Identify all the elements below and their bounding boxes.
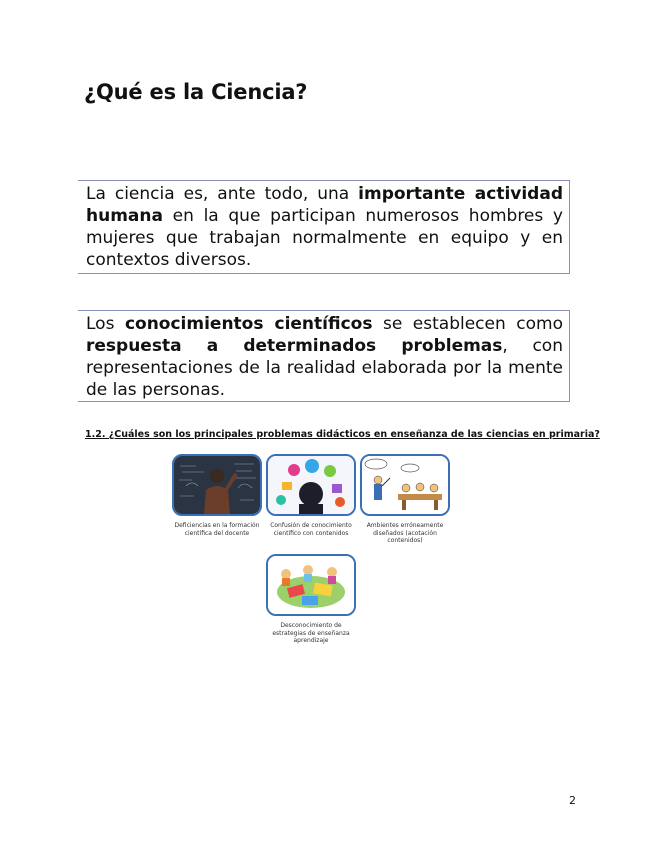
knowledge-bold-2: respuesta a determinados problemas (86, 336, 503, 356)
definition-box (78, 180, 570, 274)
knowledge-box (78, 310, 570, 402)
knowledge-text-3: , con representaciones de la realidad elaborada por la mente de las personas. (86, 336, 563, 400)
page-title: ¿Qué es la Ciencia? (84, 80, 308, 104)
knowledge-bold-1: conocimientos científicos (124, 314, 373, 334)
card-caption: Confusión de conocimiento científico con contenidos (270, 522, 352, 537)
knowledge-text-2: se establecen como (372, 314, 563, 334)
problem-card-environments (360, 454, 452, 545)
problem-card-confusion (266, 454, 358, 537)
section-subtitle: 1.2. ¿Cuáles son los principales problemas didácticos en enseñanza de las ciencias en primaria? (85, 429, 600, 440)
definition-text-2: en la que participan numerosos hombres y mujeres que trabajan normalmente en equipo y en contextos diversos. (86, 206, 563, 270)
card-caption: Desconocimiento de estrategias de enseñanza aprendizaje (272, 622, 350, 644)
card-caption: Ambientes erróneamente diseñados (acotación contenidos) (366, 522, 444, 544)
teacher-chalkboard-image (172, 454, 262, 516)
children-books-image (266, 554, 356, 616)
definition-text-1: La ciencia es, ante todo, una (86, 184, 359, 204)
science-head-image (266, 454, 356, 516)
knowledge-text-1: Los (86, 314, 125, 334)
problem-card-strategies (266, 554, 358, 645)
card-caption: Deficiencias en la formación científica del docente (174, 522, 260, 537)
classroom-cartoon-image (360, 454, 450, 516)
definition-bold-1: importante actividad humana (86, 184, 563, 226)
problem-card-teacher-training (172, 454, 264, 537)
page-number: 2 (569, 794, 576, 807)
